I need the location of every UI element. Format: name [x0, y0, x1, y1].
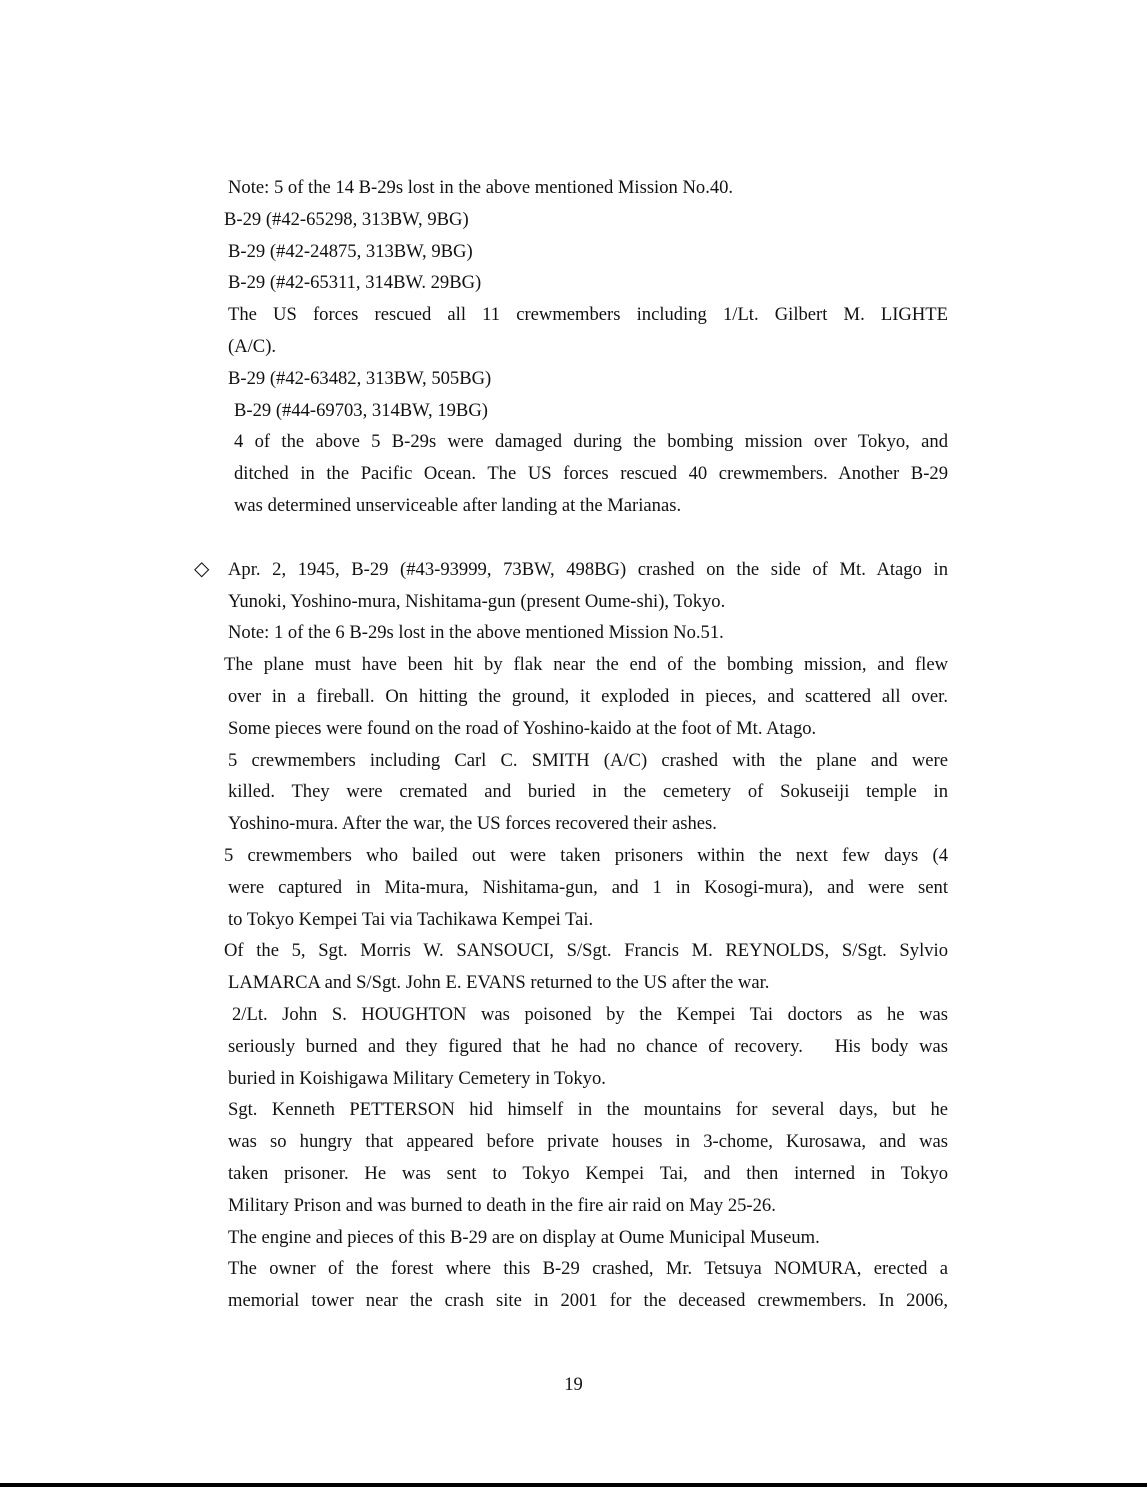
text-line: The plane must have been hit by flak near the end of the bombing mission, and flew — [224, 654, 948, 676]
text-line: was so hungry that appeared before private houses in 3-chome, Kurosawa, and was — [228, 1131, 948, 1153]
text-line: was determined unserviceable after landing at the Marianas. — [234, 494, 682, 516]
text-line: taken prisoner. He was sent to Tokyo Kempei Tai, and then interned in Tokyo — [228, 1162, 948, 1184]
text-line: seriously burned and they figured that he had no chance of recovery. His body was — [228, 1035, 948, 1057]
text-line: The engine and pieces of this B-29 are on display at Oume Municipal Museum. — [228, 1226, 820, 1248]
text-line: LAMARCA and S/Sgt. John E. EVANS returned to the US after the war. — [228, 972, 770, 994]
page-number: 19 — [564, 1374, 583, 1395]
text-line: B-29 (#42-65311, 314BW. 29BG) — [228, 272, 482, 294]
text-line: to Tokyo Kempei Tai via Tachikawa Kempei Tai. — [228, 908, 594, 930]
text-line: The owner of the forest where this B-29 crashed, Mr. Tetsuya NOMURA, erected a — [228, 1258, 948, 1280]
text-line: B-29 (#42-24875, 313BW, 9BG) — [228, 240, 473, 262]
text-line: The US forces rescued all 11 crewmembers including 1/Lt. Gilbert M. LIGHTE — [228, 304, 948, 326]
text-line: B-29 (#44-69703, 314BW, 19BG) — [234, 399, 488, 421]
bullet-entry-line — [194, 554, 948, 586]
text-line: ditched in the Pacific Ocean. The US forces rescued 40 crewmembers. Another B-29 — [234, 463, 948, 485]
text-line: Of the 5, Sgt. Morris W. SANSOUCI, S/Sgt. Francis M. REYNOLDS, S/Sgt. Sylvio — [224, 940, 948, 962]
text-line: Sgt. Kenneth PETTERSON hid himself in the mountains for several days, but he — [228, 1099, 948, 1121]
text-line: 5 crewmembers who bailed out were taken prisoners within the next few days (4 — [224, 844, 948, 866]
text-line: memorial tower near the crash site in 2001 for the deceased crewmembers. In 2006, — [228, 1290, 948, 1312]
text-line: B-29 (#42-63482, 313BW, 505BG) — [228, 367, 492, 389]
text-line: buried in Koishigawa Military Cemetery in Tokyo. — [228, 1067, 606, 1089]
diamond-bullet-icon: ◇ — [194, 557, 210, 580]
text-line: Note: 5 of the 14 B-29s lost in the above mentioned Mission No.40. — [228, 177, 734, 198]
body-text — [0, 172, 1147, 1317]
text-line: 4 of the above 5 B-29s were damaged during the bombing mission over Tokyo, and — [234, 431, 948, 453]
text-line: Military Prison and was burned to death in the fire air raid on May 25-26. — [228, 1194, 776, 1216]
text-line: (A/C). — [228, 335, 277, 357]
text-line: Note: 1 of the 6 B-29s lost in the above mentioned Mission No.51. — [228, 622, 724, 644]
text-line: Yoshino-mura. After the war, the US forces recovered their ashes. — [228, 813, 717, 835]
text-line: Apr. 2, 1945, B-29 (#43-93999, 73BW, 498BG) crashed on the side of Mt. Atago in — [228, 558, 948, 580]
text-line: 2/Lt. John S. HOUGHTON was poisoned by the Kempei Tai doctors as he was — [232, 1003, 948, 1025]
text-line: Some pieces were found on the road of Yoshino-kaido at the foot of Mt. Atago. — [228, 717, 817, 739]
text-line: B-29 (#42-65298, 313BW, 9BG) — [224, 208, 469, 230]
text-line: were captured in Mita-mura, Nishitama-gun, and 1 in Kosogi-mura), and were sent — [228, 876, 948, 898]
text-line: over in a fireball. On hitting the ground, it exploded in pieces, and scattered all over. — [228, 685, 948, 707]
text-line: Yunoki, Yoshino-mura, Nishitama-gun (present Oume-shi), Tokyo. — [228, 590, 726, 612]
page-bottom-border — [0, 1483, 1147, 1487]
text-line: killed. They were cremated and buried in the cemetery of Sokuseiji temple in — [228, 781, 948, 803]
text-line: 5 crewmembers including Carl C. SMITH (A/C) crashed with the plane and were — [228, 749, 948, 771]
